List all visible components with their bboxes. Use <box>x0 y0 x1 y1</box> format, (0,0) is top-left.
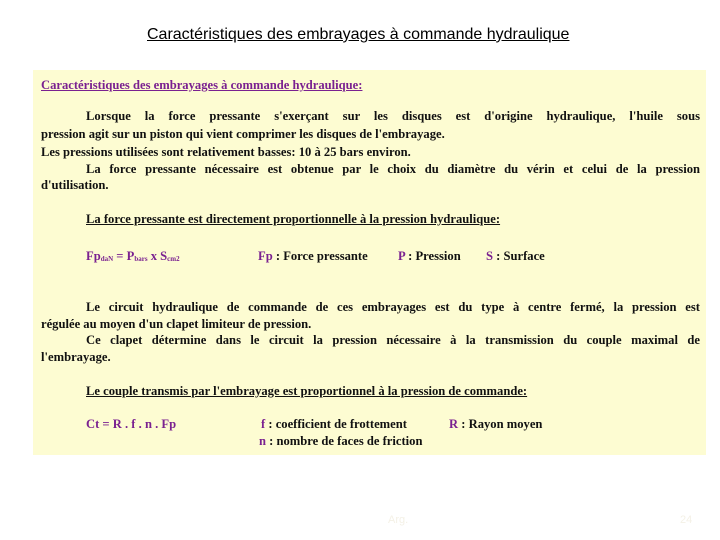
formula-p-unit: bars <box>134 255 148 263</box>
legend-r-desc: : Rayon moyen <box>458 417 543 431</box>
legend-n-symbol: n <box>259 434 267 448</box>
document-panel <box>33 70 706 455</box>
subheading-torque: Le couple transmis par l'embrayage est proportionnel à la pression de commande: <box>86 384 528 398</box>
legend-s-desc: : Surface <box>493 249 545 263</box>
formula-fp: Fp <box>86 249 101 263</box>
legend-f-symbol: f <box>261 417 266 431</box>
legend-radius <box>449 417 542 432</box>
legend-force <box>258 249 368 264</box>
legend-n-desc: : nombre de faces de friction <box>266 434 423 448</box>
formula-force <box>86 249 180 267</box>
paragraph-1-line-4: La force pressante nécessaire est obtenue par le choix du diamètre du vérin et celui de la pression <box>86 162 700 176</box>
paragraph-2-line-4: l'embrayage. <box>41 350 111 364</box>
paragraph-1-line-3: Les pressions utilisées sont relativement basses: 10 à 25 bars environ. <box>41 145 411 159</box>
legend-fp-desc: : Force pressante <box>272 249 368 263</box>
legend-faces <box>259 434 422 449</box>
paragraph-2-line-3: Ce clapet détermine dans le circuit la pression nécessaire à la transmission du couple maximal de <box>86 333 700 347</box>
legend-pressure <box>398 249 461 264</box>
formula-s-unit: cm2 <box>167 255 180 263</box>
legend-friction <box>261 417 407 432</box>
page-number: 24 <box>680 514 693 526</box>
paragraph-1-line-2: pression agit sur un piston qui vient comprimer les disques de l'embrayage. <box>41 127 445 141</box>
formula-times-s: x S <box>147 249 168 263</box>
document-heading: Caractéristiques des embrayages à commande hydraulique: <box>41 78 363 92</box>
legend-s-symbol: S <box>486 249 494 263</box>
legend-p-desc: : Pression <box>405 249 461 263</box>
paragraph-1-line-5: d'utilisation. <box>41 178 109 192</box>
formula-torque: Ct = R . f . n . Fp <box>86 417 177 431</box>
slide-title: Caractéristiques des embrayages à commande hydraulique <box>147 26 570 43</box>
legend-surface <box>486 249 545 264</box>
legend-p-symbol: P <box>398 249 405 263</box>
legend-f-desc: : coefficient de frottement <box>265 417 407 431</box>
subheading-force: La force pressante est directement proportionnelle à la pression hydraulique: <box>86 212 501 226</box>
legend-fp-symbol: Fp <box>258 249 273 263</box>
paragraph-2-line-1: Le circuit hydraulique de commande de ces embrayages est du type à centre fermé, la pression est <box>86 300 700 314</box>
footer-center: Arg. <box>388 514 409 526</box>
paragraph-1-line-1: Lorsque la force pressante s'exerçant sur les disques est d'origine hydraulique, l'huile sous <box>86 109 700 123</box>
paragraph-2-line-2: régulée au moyen d'un clapet limiteur de pression. <box>41 317 312 331</box>
formula-eq-p: = P <box>113 249 135 263</box>
formula-fp-unit: daN <box>100 255 114 263</box>
legend-r-symbol: R <box>449 417 459 431</box>
